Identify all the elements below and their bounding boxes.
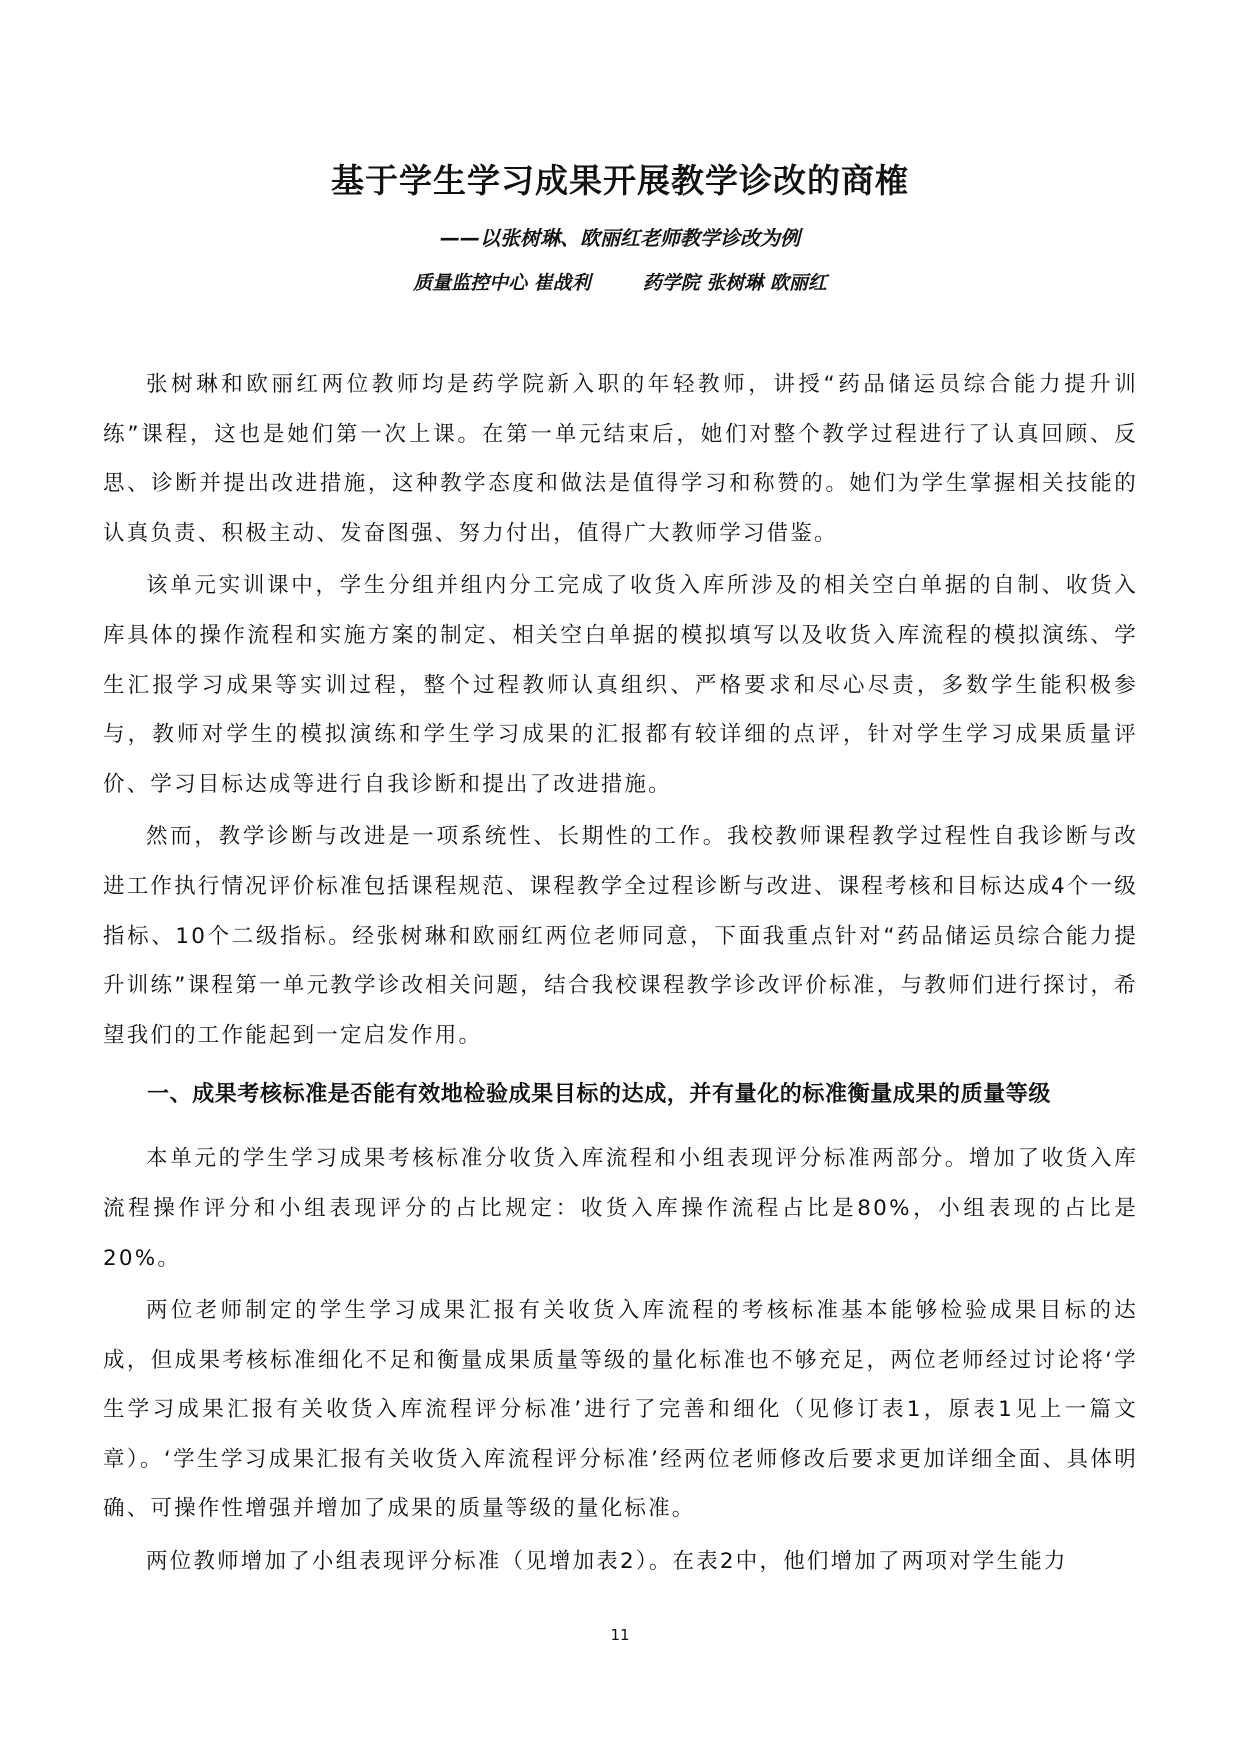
page-number: 11	[610, 1626, 630, 1644]
body-paragraph: 张树琳和欧丽红两位教师均是药学院新入职的年轻教师，讲授“药品储运员综合能力提升训练”课程，这也是她们第一次上课。在第一单元结束后，她们对整个教学过程进行了认真回顾、反思、诊断并提出改进措施，这种教学态度和做法是值得学习和称赞的。她们为学生掌握相关技能的认真负责、积极主动、发奋图强、努力付出，值得广大教师学习借鉴。	[103, 372, 1138, 546]
section-paragraph: 本单元的学生学习成果考核标准分收货入库流程和小组表现评分标准两部分。增加了收货入库流程操作评分和小组表现评分的占比规定：收货入库操作流程占比是80%，小组表现的占比是20%。	[103, 1146, 1138, 1271]
body-paragraph: 该单元实训课中，学生分组并组内分工完成了收货入库所涉及的相关空白单据的自制、收货入库具体的操作流程和实施方案的制定、相关空白单据的模拟填写以及收货入库流程的模拟演练、学生汇报学习成果等实训过程，整个过程教师认真组织、严格要求和尽心尽责，多数学生能积极参与，教师对学生的模拟演练和学生学习成果的汇报都有较详细的点评，针对学生学习成果质量评价、学习目标达成等进行自我诊断和提出了改进措施。	[103, 573, 1138, 797]
section-paragraph: 两位教师增加了小组表现评分标准（见增加表2）。在表2中，他们增加了两项对学生能力	[146, 1549, 1068, 1575]
document-title: 基于学生学习成果开展教学诊改的商榷	[331, 161, 909, 200]
author-line	[0, 268, 1240, 295]
document-subtitle: ——以张树琳、欧丽红老师教学诊改为例	[440, 226, 800, 250]
author-group-quality-center: 质量监控中心 崔战利	[413, 272, 591, 294]
section-paragraph: 两位老师制定的学生学习成果汇报有关收货入库流程的考核标准基本能够检验成果目标的达成，但成果考核标准细化不足和衡量成果质量等级的量化标准也不够充足，两位老师经过讨论将‘学生学习成果汇报有关收货入库流程评分标准’进行了完善和细化（见修订表1，原表1见上一篇文章）。‘学生学习成果汇报有关收货入库流程评分标准’经两位老师修改后要求更加详细全面、具体明确、可操作性增强并增加了成果的质量等级的量化标准。	[103, 1298, 1138, 1522]
author-group-pharmacy: 药学院 张树琳 欧丽红	[642, 272, 827, 294]
document-body	[103, 360, 1138, 1590]
section-heading: 一、成果考核标准是否能有效地检验成果目标的达成，并有量化的标准衡量成果的质量等级	[147, 1082, 1052, 1108]
body-paragraph: 然而，教学诊断与改进是一项系统性、长期性的工作。我校教师课程教学过程性自我诊断与改进工作执行情况评价标准包括课程规范、课程教学全过程诊断与改进、课程考核和目标达成4个一级指标、10个二级指标。经张树琳和欧丽红两位老师同意，下面我重点针对“药品储运员综合能力提升训练”课程第一单元教学诊改相关问题，结合我校课程教学诊改评价标准，与教师们进行探讨，希望我们的工作能起到一定启发作用。	[103, 824, 1138, 1048]
